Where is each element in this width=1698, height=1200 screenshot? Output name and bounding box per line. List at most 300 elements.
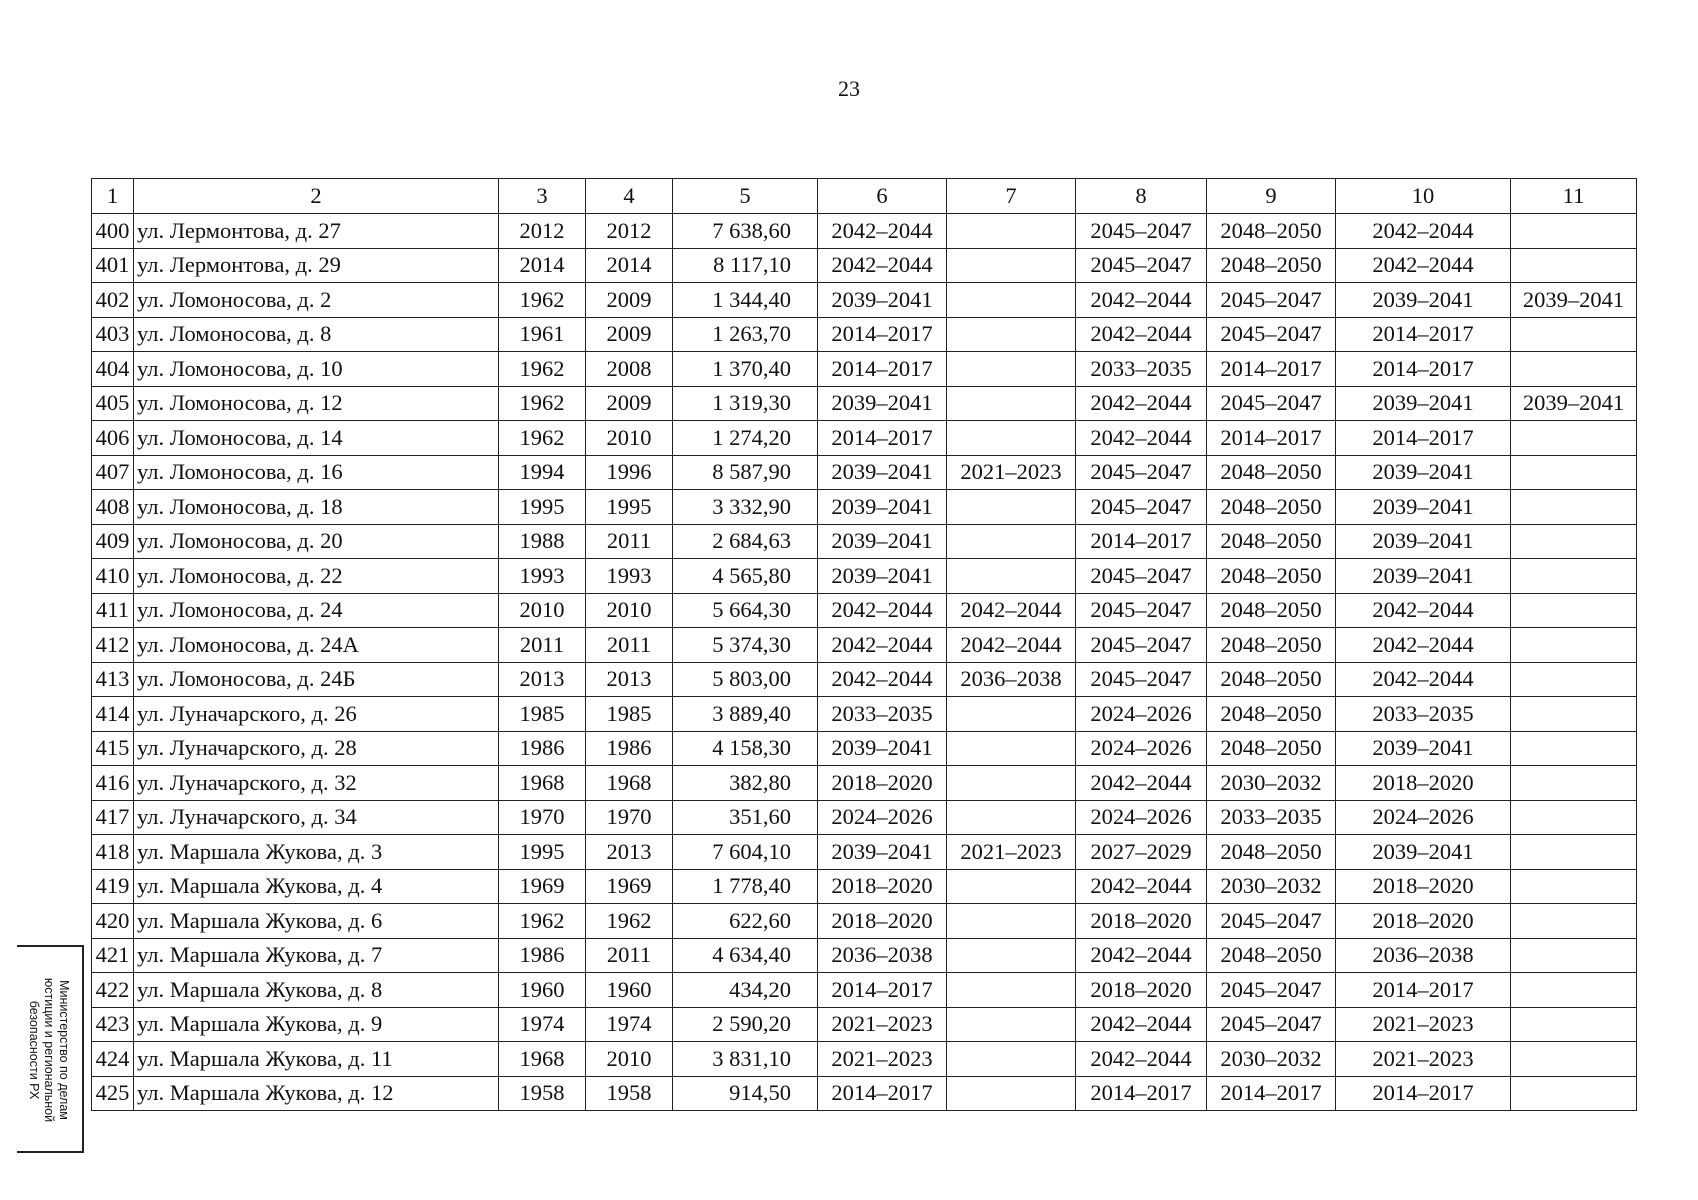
- table-row: [92, 628, 1637, 663]
- cell-period-9: 2033–2035: [1207, 800, 1336, 835]
- cell-period-8: 2042–2044: [1076, 766, 1207, 801]
- cell-period-6: 2042–2044: [818, 628, 947, 663]
- cell-year-built: 1986: [499, 938, 586, 973]
- cell-period-10: 2036–2038: [1336, 938, 1511, 973]
- cell-period-8: 2042–2044: [1076, 421, 1207, 456]
- page-number: 23: [838, 76, 860, 101]
- cell-address: ул. Ломоносова, д. 24А: [134, 628, 499, 663]
- cell-period-11: [1511, 559, 1637, 594]
- cell-period-7: [947, 214, 1076, 249]
- cell-period-7: [947, 869, 1076, 904]
- cell-year-commissioned: 2013: [586, 662, 673, 697]
- cell-year-commissioned: 2014: [586, 248, 673, 283]
- cell-area: 5 374,30: [673, 628, 818, 663]
- cell-period-11: 2039–2041: [1511, 386, 1637, 421]
- cell-period-10: 2033–2035: [1336, 697, 1511, 732]
- cell-year-commissioned: 1986: [586, 731, 673, 766]
- table-row: [92, 524, 1637, 559]
- cell-period-9: 2048–2050: [1207, 593, 1336, 628]
- cell-year-built: 1993: [499, 559, 586, 594]
- cell-period-11: [1511, 973, 1637, 1008]
- ministry-stamp: [17, 945, 84, 1153]
- cell-period-6: 2039–2041: [818, 731, 947, 766]
- cell-period-8: 2045–2047: [1076, 593, 1207, 628]
- cell-period-9: 2048–2050: [1207, 490, 1336, 525]
- cell-period-10: 2021–2023: [1336, 1042, 1511, 1077]
- cell-period-6: 2014–2017: [818, 1076, 947, 1111]
- cell-year-commissioned: 1996: [586, 455, 673, 490]
- cell-area: 3 889,40: [673, 697, 818, 732]
- cell-number: 410: [92, 559, 134, 594]
- table-row: [92, 559, 1637, 594]
- cell-number: 417: [92, 800, 134, 835]
- cell-year-commissioned: 2010: [586, 593, 673, 628]
- table-row: [92, 697, 1637, 732]
- cell-period-8: 2045–2047: [1076, 559, 1207, 594]
- cell-year-built: 1958: [499, 1076, 586, 1111]
- cell-period-6: 2021–2023: [818, 1042, 947, 1077]
- cell-number: 425: [92, 1076, 134, 1111]
- cell-address: ул. Ломоносова, д. 10: [134, 352, 499, 387]
- cell-address: ул. Маршала Жукова, д. 6: [134, 904, 499, 939]
- cell-year-built: 2013: [499, 662, 586, 697]
- cell-period-7: [947, 1007, 1076, 1042]
- cell-year-built: 2014: [499, 248, 586, 283]
- cell-year-built: 1995: [499, 835, 586, 870]
- cell-period-9: 2048–2050: [1207, 662, 1336, 697]
- cell-period-6: 2042–2044: [818, 248, 947, 283]
- cell-address: ул. Ломоносова, д. 18: [134, 490, 499, 525]
- cell-area: 3 332,90: [673, 490, 818, 525]
- cell-period-11: [1511, 697, 1637, 732]
- cell-period-6: 2014–2017: [818, 352, 947, 387]
- cell-period-9: 2048–2050: [1207, 455, 1336, 490]
- cell-area: 434,20: [673, 973, 818, 1008]
- cell-address: ул. Маршала Жукова, д. 4: [134, 869, 499, 904]
- cell-year-commissioned: 1958: [586, 1076, 673, 1111]
- cell-address: ул. Ломоносова, д. 14: [134, 421, 499, 456]
- cell-period-9: 2045–2047: [1207, 904, 1336, 939]
- cell-address: ул. Ломоносова, д. 8: [134, 317, 499, 352]
- cell-year-built: 2012: [499, 214, 586, 249]
- cell-number: 419: [92, 869, 134, 904]
- cell-number: 405: [92, 386, 134, 421]
- cell-year-commissioned: 2011: [586, 524, 673, 559]
- cell-period-10: 2014–2017: [1336, 1076, 1511, 1111]
- cell-period-9: 2014–2017: [1207, 1076, 1336, 1111]
- cell-period-10: 2039–2041: [1336, 490, 1511, 525]
- table-row: [92, 662, 1637, 697]
- cell-period-8: 2045–2047: [1076, 662, 1207, 697]
- cell-period-8: 2045–2047: [1076, 628, 1207, 663]
- cell-year-commissioned: 1960: [586, 973, 673, 1008]
- cell-year-commissioned: 1985: [586, 697, 673, 732]
- table-row: [92, 904, 1637, 939]
- table-row: [92, 731, 1637, 766]
- cell-period-9: 2048–2050: [1207, 938, 1336, 973]
- cell-period-6: 2039–2041: [818, 455, 947, 490]
- cell-period-8: 2033–2035: [1076, 352, 1207, 387]
- cell-period-11: [1511, 352, 1637, 387]
- cell-area: 1 778,40: [673, 869, 818, 904]
- cell-period-7: [947, 800, 1076, 835]
- cell-number: 415: [92, 731, 134, 766]
- cell-period-11: [1511, 628, 1637, 663]
- cell-period-7: 2036–2038: [947, 662, 1076, 697]
- cell-period-8: 2027–2029: [1076, 835, 1207, 870]
- cell-period-6: 2042–2044: [818, 593, 947, 628]
- cell-area: 2 590,20: [673, 1007, 818, 1042]
- cell-period-10: 2018–2020: [1336, 904, 1511, 939]
- table-row: [92, 352, 1637, 387]
- table-row: [92, 766, 1637, 801]
- cell-period-11: [1511, 1076, 1637, 1111]
- cell-period-8: 2042–2044: [1076, 1007, 1207, 1042]
- cell-address: ул. Лермонтова, д. 29: [134, 248, 499, 283]
- cell-number: 414: [92, 697, 134, 732]
- stamp-line: безопасности РХ: [27, 1000, 41, 1100]
- cell-period-6: 2039–2041: [818, 524, 947, 559]
- cell-address: ул. Ломоносова, д. 12: [134, 386, 499, 421]
- cell-number: 409: [92, 524, 134, 559]
- cell-period-10: 2014–2017: [1336, 317, 1511, 352]
- cell-period-11: [1511, 938, 1637, 973]
- cell-year-commissioned: 2010: [586, 421, 673, 456]
- cell-period-8: 2042–2044: [1076, 317, 1207, 352]
- cell-address: ул. Луначарского, д. 34: [134, 800, 499, 835]
- cell-period-8: 2042–2044: [1076, 386, 1207, 421]
- cell-area: 8 117,10: [673, 248, 818, 283]
- cell-period-7: [947, 1076, 1076, 1111]
- cell-period-8: 2014–2017: [1076, 1076, 1207, 1111]
- cell-area: 7 638,60: [673, 214, 818, 249]
- table-row: [92, 938, 1637, 973]
- cell-year-built: 1974: [499, 1007, 586, 1042]
- cell-period-7: 2042–2044: [947, 593, 1076, 628]
- cell-year-built: 1962: [499, 421, 586, 456]
- cell-year-built: 1961: [499, 317, 586, 352]
- cell-number: 403: [92, 317, 134, 352]
- cell-period-9: 2045–2047: [1207, 1007, 1336, 1042]
- cell-number: 420: [92, 904, 134, 939]
- cell-period-7: [947, 904, 1076, 939]
- cell-period-6: 2033–2035: [818, 697, 947, 732]
- cell-period-9: 2030–2032: [1207, 1042, 1336, 1077]
- cell-period-10: 2039–2041: [1336, 283, 1511, 318]
- column-header-6: 6: [818, 179, 947, 214]
- cell-period-9: 2045–2047: [1207, 386, 1336, 421]
- cell-address: ул. Ломоносова, д. 22: [134, 559, 499, 594]
- cell-period-7: [947, 1042, 1076, 1077]
- cell-period-7: [947, 938, 1076, 973]
- cell-period-7: [947, 490, 1076, 525]
- cell-period-7: [947, 248, 1076, 283]
- table-row: [92, 317, 1637, 352]
- cell-period-6: 2039–2041: [818, 490, 947, 525]
- cell-year-commissioned: 1970: [586, 800, 673, 835]
- cell-period-7: [947, 421, 1076, 456]
- cell-period-10: 2024–2026: [1336, 800, 1511, 835]
- cell-year-built: 1962: [499, 352, 586, 387]
- table-row: [92, 973, 1637, 1008]
- cell-number: 423: [92, 1007, 134, 1042]
- column-header-9: 9: [1207, 179, 1336, 214]
- cell-period-7: [947, 973, 1076, 1008]
- column-header-5: 5: [673, 179, 818, 214]
- cell-period-11: [1511, 593, 1637, 628]
- cell-period-11: [1511, 662, 1637, 697]
- cell-period-9: 2048–2050: [1207, 524, 1336, 559]
- cell-year-built: 1960: [499, 973, 586, 1008]
- table-row: [92, 386, 1637, 421]
- cell-period-9: 2048–2050: [1207, 731, 1336, 766]
- cell-period-10: 2039–2041: [1336, 455, 1511, 490]
- cell-period-10: 2039–2041: [1336, 731, 1511, 766]
- cell-number: 421: [92, 938, 134, 973]
- cell-period-11: [1511, 766, 1637, 801]
- cell-period-10: 2042–2044: [1336, 214, 1511, 249]
- cell-number: 408: [92, 490, 134, 525]
- data-table: [91, 178, 1637, 1111]
- cell-year-commissioned: 1968: [586, 766, 673, 801]
- cell-number: 407: [92, 455, 134, 490]
- cell-number: 413: [92, 662, 134, 697]
- cell-period-9: 2014–2017: [1207, 352, 1336, 387]
- cell-period-6: 2039–2041: [818, 386, 947, 421]
- cell-period-8: 2018–2020: [1076, 973, 1207, 1008]
- cell-period-11: [1511, 214, 1637, 249]
- cell-year-commissioned: 1974: [586, 1007, 673, 1042]
- cell-period-9: 2048–2050: [1207, 248, 1336, 283]
- cell-period-6: 2018–2020: [818, 869, 947, 904]
- cell-period-10: 2021–2023: [1336, 1007, 1511, 1042]
- cell-period-10: 2039–2041: [1336, 386, 1511, 421]
- cell-period-10: 2042–2044: [1336, 248, 1511, 283]
- table-row: [92, 1076, 1637, 1111]
- cell-year-commissioned: 1962: [586, 904, 673, 939]
- cell-period-11: [1511, 248, 1637, 283]
- cell-year-built: 1970: [499, 800, 586, 835]
- cell-period-7: [947, 731, 1076, 766]
- cell-number: 401: [92, 248, 134, 283]
- cell-period-10: 2018–2020: [1336, 869, 1511, 904]
- cell-address: ул. Маршала Жукова, д. 8: [134, 973, 499, 1008]
- cell-period-6: 2036–2038: [818, 938, 947, 973]
- cell-period-8: 2042–2044: [1076, 283, 1207, 318]
- cell-year-commissioned: 1969: [586, 869, 673, 904]
- cell-period-9: 2045–2047: [1207, 973, 1336, 1008]
- cell-period-10: 2014–2017: [1336, 352, 1511, 387]
- cell-year-built: 2011: [499, 628, 586, 663]
- cell-period-10: 2042–2044: [1336, 628, 1511, 663]
- cell-period-7: [947, 386, 1076, 421]
- table-row: [92, 1042, 1637, 1077]
- cell-area: 3 831,10: [673, 1042, 818, 1077]
- cell-number: 402: [92, 283, 134, 318]
- cell-period-11: [1511, 455, 1637, 490]
- cell-number: 411: [92, 593, 134, 628]
- cell-year-commissioned: 2013: [586, 835, 673, 870]
- cell-address: ул. Ломоносова, д. 20: [134, 524, 499, 559]
- cell-address: ул. Ломоносова, д. 24Б: [134, 662, 499, 697]
- cell-period-11: [1511, 1042, 1637, 1077]
- table-row: [92, 455, 1637, 490]
- cell-period-9: 2030–2032: [1207, 766, 1336, 801]
- cell-year-commissioned: 2009: [586, 386, 673, 421]
- cell-period-11: [1511, 731, 1637, 766]
- cell-year-commissioned: 2011: [586, 628, 673, 663]
- cell-period-8: 2045–2047: [1076, 248, 1207, 283]
- cell-year-commissioned: 2009: [586, 317, 673, 352]
- cell-area: 4 565,80: [673, 559, 818, 594]
- cell-area: 7 604,10: [673, 835, 818, 870]
- cell-period-10: 2042–2044: [1336, 662, 1511, 697]
- cell-year-built: 1962: [499, 283, 586, 318]
- cell-area: 382,80: [673, 766, 818, 801]
- cell-period-11: [1511, 869, 1637, 904]
- cell-period-6: 2018–2020: [818, 766, 947, 801]
- table-row: [92, 800, 1637, 835]
- cell-period-10: 2039–2041: [1336, 524, 1511, 559]
- table-row: [92, 1007, 1637, 1042]
- cell-period-11: [1511, 490, 1637, 525]
- cell-period-6: 2042–2044: [818, 214, 947, 249]
- cell-period-6: 2039–2041: [818, 835, 947, 870]
- cell-period-6: 2024–2026: [818, 800, 947, 835]
- cell-address: ул. Маршала Жукова, д. 7: [134, 938, 499, 973]
- cell-period-7: [947, 697, 1076, 732]
- cell-address: ул. Ломоносова, д. 24: [134, 593, 499, 628]
- cell-period-9: 2045–2047: [1207, 283, 1336, 318]
- cell-period-7: [947, 766, 1076, 801]
- cell-area: 351,60: [673, 800, 818, 835]
- cell-area: 1 344,40: [673, 283, 818, 318]
- cell-period-9: 2014–2017: [1207, 421, 1336, 456]
- cell-area: 5 664,30: [673, 593, 818, 628]
- cell-period-6: 2042–2044: [818, 662, 947, 697]
- cell-address: ул. Маршала Жукова, д. 11: [134, 1042, 499, 1077]
- cell-period-8: 2042–2044: [1076, 869, 1207, 904]
- cell-period-7: 2021–2023: [947, 455, 1076, 490]
- cell-period-11: 2039–2041: [1511, 283, 1637, 318]
- cell-period-10: 2014–2017: [1336, 973, 1511, 1008]
- cell-period-8: 2024–2026: [1076, 800, 1207, 835]
- cell-number: 400: [92, 214, 134, 249]
- cell-period-7: [947, 283, 1076, 318]
- table-row: [92, 421, 1637, 456]
- table-row: [92, 283, 1637, 318]
- cell-area: 4 158,30: [673, 731, 818, 766]
- cell-period-7: [947, 559, 1076, 594]
- table-row: [92, 214, 1637, 249]
- table-body: [92, 179, 1637, 1111]
- cell-number: 422: [92, 973, 134, 1008]
- cell-year-built: 1985: [499, 697, 586, 732]
- cell-period-7: 2021–2023: [947, 835, 1076, 870]
- cell-period-10: 2014–2017: [1336, 421, 1511, 456]
- cell-address: ул. Ломоносова, д. 16: [134, 455, 499, 490]
- cell-area: 1 274,20: [673, 421, 818, 456]
- cell-period-11: [1511, 317, 1637, 352]
- cell-period-6: 2039–2041: [818, 559, 947, 594]
- cell-address: ул. Маршала Жукова, д. 3: [134, 835, 499, 870]
- stamp-text: [26, 950, 71, 1150]
- cell-period-6: 2021–2023: [818, 1007, 947, 1042]
- cell-period-11: [1511, 1007, 1637, 1042]
- cell-address: ул. Луначарского, д. 32: [134, 766, 499, 801]
- cell-period-7: [947, 317, 1076, 352]
- cell-address: ул. Ломоносова, д. 2: [134, 283, 499, 318]
- cell-period-10: 2039–2041: [1336, 835, 1511, 870]
- cell-number: 416: [92, 766, 134, 801]
- cell-period-11: [1511, 524, 1637, 559]
- cell-period-10: 2018–2020: [1336, 766, 1511, 801]
- cell-year-commissioned: 1995: [586, 490, 673, 525]
- cell-year-built: 2010: [499, 593, 586, 628]
- column-header-3: 3: [499, 179, 586, 214]
- cell-period-8: 2042–2044: [1076, 938, 1207, 973]
- cell-period-7: [947, 524, 1076, 559]
- cell-period-8: 2018–2020: [1076, 904, 1207, 939]
- cell-year-commissioned: 1993: [586, 559, 673, 594]
- cell-period-8: 2045–2047: [1076, 490, 1207, 525]
- cell-period-8: 2024–2026: [1076, 731, 1207, 766]
- cell-year-built: 1986: [499, 731, 586, 766]
- cell-year-commissioned: 2008: [586, 352, 673, 387]
- cell-year-built: 1962: [499, 386, 586, 421]
- stamp-line: Министерство по делам: [57, 980, 71, 1120]
- cell-year-built: 1962: [499, 904, 586, 939]
- cell-area: 1 370,40: [673, 352, 818, 387]
- cell-period-8: 2045–2047: [1076, 455, 1207, 490]
- cell-period-9: 2048–2050: [1207, 214, 1336, 249]
- cell-period-9: 2030–2032: [1207, 869, 1336, 904]
- cell-year-commissioned: 2010: [586, 1042, 673, 1077]
- cell-period-6: 2039–2041: [818, 283, 947, 318]
- cell-period-8: 2042–2044: [1076, 1042, 1207, 1077]
- cell-period-8: 2024–2026: [1076, 697, 1207, 732]
- table-row: [92, 869, 1637, 904]
- cell-period-6: 2018–2020: [818, 904, 947, 939]
- table-row: [92, 490, 1637, 525]
- column-header-4: 4: [586, 179, 673, 214]
- cell-number: 418: [92, 835, 134, 870]
- cell-area: 5 803,00: [673, 662, 818, 697]
- column-header-11: 11: [1511, 179, 1637, 214]
- cell-period-8: 2045–2047: [1076, 214, 1207, 249]
- column-header-2: 2: [134, 179, 499, 214]
- cell-period-6: 2014–2017: [818, 317, 947, 352]
- cell-address: ул. Луначарского, д. 28: [134, 731, 499, 766]
- cell-year-built: 1995: [499, 490, 586, 525]
- cell-period-11: [1511, 800, 1637, 835]
- cell-period-10: 2042–2044: [1336, 593, 1511, 628]
- cell-address: ул. Лермонтова, д. 27: [134, 214, 499, 249]
- cell-address: ул. Маршала Жукова, д. 12: [134, 1076, 499, 1111]
- cell-period-9: 2048–2050: [1207, 835, 1336, 870]
- cell-year-commissioned: 2009: [586, 283, 673, 318]
- column-header-10: 10: [1336, 179, 1511, 214]
- cell-period-11: [1511, 904, 1637, 939]
- cell-period-10: 2039–2041: [1336, 559, 1511, 594]
- table-row: [92, 248, 1637, 283]
- cell-year-commissioned: 2011: [586, 938, 673, 973]
- cell-address: ул. Маршала Жукова, д. 9: [134, 1007, 499, 1042]
- cell-period-6: 2014–2017: [818, 973, 947, 1008]
- cell-number: 424: [92, 1042, 134, 1077]
- cell-year-built: 1988: [499, 524, 586, 559]
- cell-area: 914,50: [673, 1076, 818, 1111]
